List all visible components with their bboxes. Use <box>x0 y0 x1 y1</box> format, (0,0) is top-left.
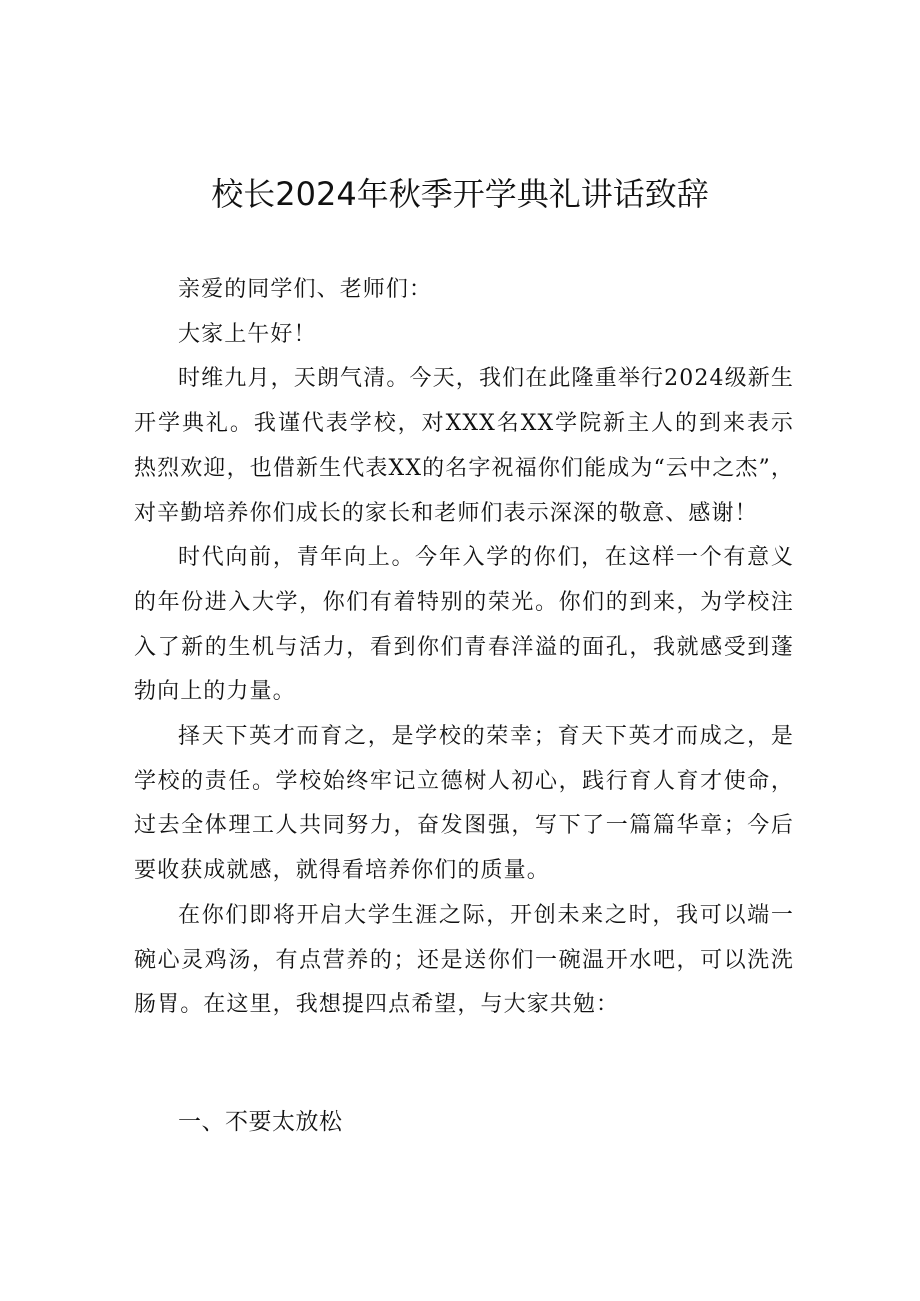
body-paragraph: 时维九月，天朗气清。今天，我们在此隆重举行2024级新生开学典礼。我谨代表学校，对XXX名XX学院新主人的到来表示热烈欢迎，也借新生代表XX的名字祝福你们能成为“云中之杰”，对辛勤培养你们成长的家长和老师们表示深深的敬意、感谢！ <box>134 366 794 526</box>
section-heading: 一、不要太放松 <box>178 1109 343 1135</box>
body-paragraph: 在你们即将开启大学生涯之际，开创未来之时，我可以端一碗心灵鸡汤，有点营养的；还是送你们一碗温开水吧，可以洗洗肠胃。在这里，我想提四点希望，与大家共勉： <box>134 902 794 1018</box>
document-title: 校长2024年秋季开学典礼讲话致辞 <box>211 175 709 213</box>
salutation-paragraph: 亲爱的同学们、老师们： <box>178 277 433 302</box>
greeting-paragraph: 大家上午好！ <box>178 321 317 347</box>
document-body <box>134 268 794 1028</box>
body-paragraph: 择天下英才而育之，是学校的荣幸；育天下英才而成之，是学校的责任。学校始终牢记立德树人初心，践行育人育才使命，过去全体理工人共同努力，奋发图强，写下了一篇篇华章；今后要收获成就感，就得看培养你们的质量。 <box>134 724 794 884</box>
body-paragraph: 时代向前，青年向上。今年入学的你们，在这样一个有意义的年份进入大学，你们有着特别的荣光。你们的到来，为学校注入了新的生机与活力，看到你们青春洋溢的面孔，我就感受到蓬勃向上的力量。 <box>134 545 794 705</box>
